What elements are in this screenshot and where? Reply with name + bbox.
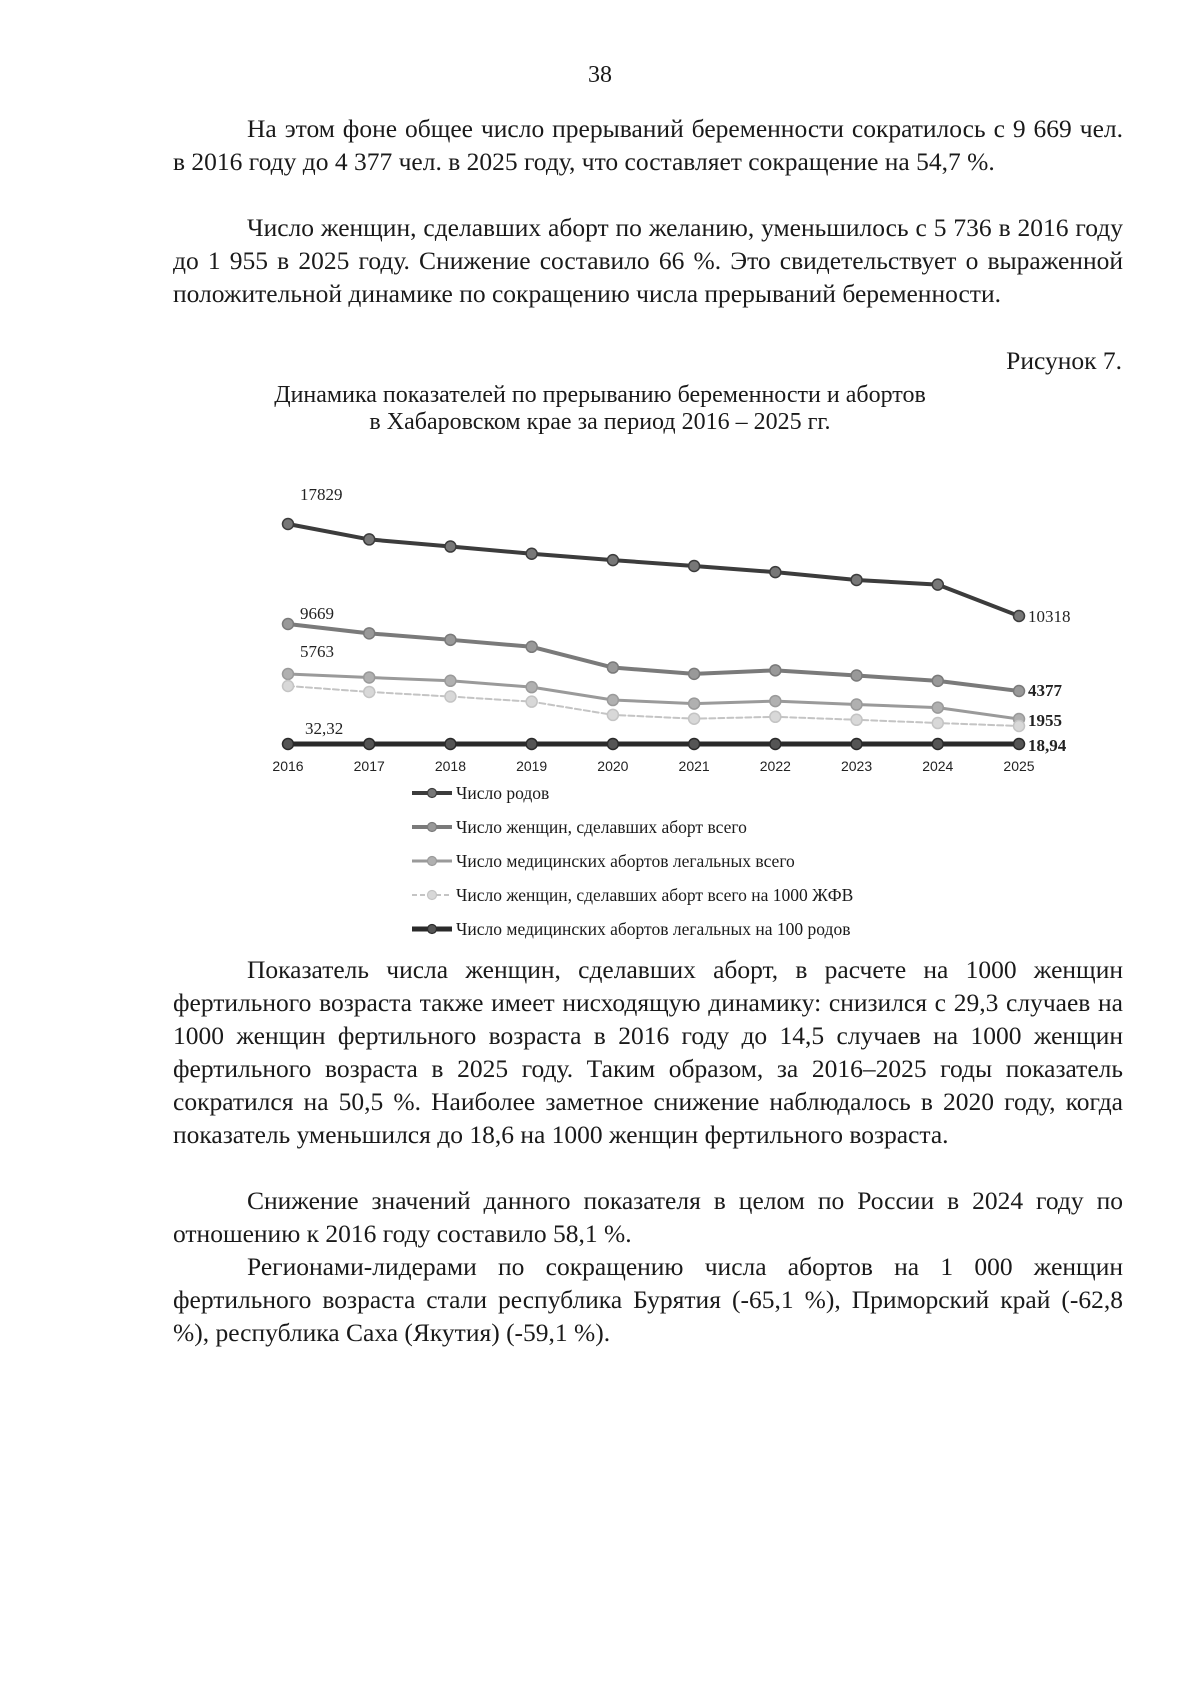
data-point bbox=[770, 711, 781, 722]
data-point bbox=[607, 555, 618, 566]
paragraph: На этом фоне общее число прерываний беременности сократилось с 9 669 чел. в 2016 году до 4 377 чел. в 2025 году, что составляет сокращение на 54,7 %. bbox=[173, 114, 1123, 176]
page-number: 38 bbox=[588, 62, 612, 88]
paragraph: Регионами-лидерами по сокращению числа абортов на 1 000 женщин фертильного возраста стали республика Бурятия (-65,1 %), Приморский край (-62,8 %), республика Саха (Якутия) (-59,1 %). bbox=[173, 1252, 1123, 1347]
x-tick-label: 2020 bbox=[597, 758, 629, 774]
legend-swatch-marker bbox=[428, 857, 437, 866]
x-tick-label: 2024 bbox=[922, 758, 954, 774]
data-label: 1955 bbox=[1028, 711, 1062, 730]
data-point bbox=[445, 691, 456, 702]
x-tick-label: 2016 bbox=[272, 758, 304, 774]
data-point bbox=[364, 672, 375, 683]
data-point bbox=[283, 681, 294, 692]
data-point bbox=[932, 579, 943, 590]
data-point bbox=[526, 641, 537, 652]
chart-series bbox=[283, 739, 1025, 750]
data-point bbox=[1014, 686, 1025, 697]
data-point bbox=[607, 662, 618, 673]
legend-label: Число родов bbox=[456, 782, 550, 803]
legend-swatch-marker bbox=[428, 789, 437, 798]
legend-label: Число медицинских абортов легальных всего bbox=[456, 850, 795, 871]
data-point bbox=[1014, 739, 1025, 750]
data-point bbox=[689, 561, 700, 572]
data-point bbox=[445, 739, 456, 750]
data-point bbox=[445, 675, 456, 686]
legend-item bbox=[410, 878, 853, 912]
legend-label: Число женщин, сделавших аборт всего bbox=[456, 816, 747, 837]
x-tick-label: 2019 bbox=[516, 758, 548, 774]
data-point bbox=[526, 739, 537, 750]
paragraph: Показатель числа женщин, сделавших аборт, в расчете на 1000 женщин фертильного возраста также имеет нисходящую динамику: снизился с 29,3 случаев на 1000 женщин фертильного возраста в 2016 году до 14,5 случаев на 1000 женщин фертильного возраста в 2025 году. Таким образом, за 2016–2025 годы показатель сократился на 50,5 %. Наиболее заметное снижение наблюдалось в 2020 году, когда показатель уменьшился до 18,6 на 1000 женщин фертильного возраста. bbox=[173, 955, 1123, 1149]
data-point bbox=[689, 739, 700, 750]
data-point bbox=[932, 718, 943, 729]
chart-series bbox=[283, 519, 1025, 622]
data-point bbox=[445, 634, 456, 645]
data-point bbox=[689, 668, 700, 679]
figure-label: Рисунок 7. bbox=[1006, 346, 1122, 375]
figure-title-line: Динамика показателей по прерыванию беременности и абортов bbox=[274, 382, 926, 408]
data-label: 10318 bbox=[1028, 607, 1071, 626]
data-point bbox=[770, 739, 781, 750]
chart-series bbox=[283, 669, 1025, 725]
data-point bbox=[1014, 721, 1025, 732]
legend-label: Число медицинских абортов легальных на 100 родов bbox=[456, 918, 851, 939]
data-label: 32,32 bbox=[305, 719, 344, 738]
data-point bbox=[1014, 611, 1025, 622]
data-point bbox=[364, 686, 375, 697]
data-point bbox=[526, 548, 537, 559]
data-point bbox=[607, 709, 618, 720]
data-point bbox=[770, 665, 781, 676]
data-point bbox=[607, 695, 618, 706]
legend-swatch-marker bbox=[428, 823, 437, 832]
legend-item bbox=[410, 810, 853, 844]
data-point bbox=[851, 739, 862, 750]
data-point bbox=[283, 669, 294, 680]
data-point bbox=[364, 534, 375, 545]
data-point bbox=[932, 675, 943, 686]
data-point bbox=[770, 696, 781, 707]
data-label: 9669 bbox=[300, 604, 334, 623]
legend-item bbox=[410, 912, 853, 946]
line-chart bbox=[0, 0, 1200, 780]
legend-swatch bbox=[410, 854, 454, 868]
data-point bbox=[364, 628, 375, 639]
data-point bbox=[932, 739, 943, 750]
x-tick-label: 2025 bbox=[1003, 758, 1035, 774]
legend-swatch bbox=[410, 888, 454, 902]
data-label: 17829 bbox=[300, 485, 343, 504]
data-point bbox=[445, 541, 456, 552]
chart-legend bbox=[410, 776, 853, 946]
data-point bbox=[932, 702, 943, 713]
data-point bbox=[851, 670, 862, 681]
x-tick-label: 2021 bbox=[678, 758, 710, 774]
data-point bbox=[689, 713, 700, 724]
data-label: 4377 bbox=[1028, 681, 1062, 700]
legend-swatch-marker bbox=[428, 925, 437, 934]
data-label: 18,94 bbox=[1028, 736, 1067, 755]
legend-swatch bbox=[410, 922, 454, 936]
x-tick-label: 2017 bbox=[353, 758, 385, 774]
figure-title-line: в Хабаровском крае за период 2016 – 2025 гг. bbox=[369, 409, 831, 435]
legend-item bbox=[410, 844, 853, 878]
legend-swatch-marker bbox=[428, 891, 437, 900]
data-point bbox=[364, 739, 375, 750]
data-label: 5763 bbox=[300, 642, 334, 661]
data-point bbox=[283, 519, 294, 530]
series-line bbox=[288, 624, 1019, 691]
x-tick-label: 2023 bbox=[840, 758, 873, 774]
data-point bbox=[770, 567, 781, 578]
chart-series bbox=[283, 619, 1025, 697]
data-point bbox=[689, 698, 700, 709]
x-tick-label: 2022 bbox=[759, 758, 791, 774]
data-point bbox=[526, 682, 537, 693]
data-point bbox=[526, 696, 537, 707]
data-point bbox=[851, 699, 862, 710]
paragraph: Снижение значений данного показателя в целом по России в 2024 году по отношению к 2016 году составило 58,1 %. bbox=[173, 1186, 1123, 1248]
data-point bbox=[283, 739, 294, 750]
data-point bbox=[851, 714, 862, 725]
data-point bbox=[851, 574, 862, 585]
legend-swatch bbox=[410, 820, 454, 834]
paragraph: Число женщин, сделавших аборт по желанию, уменьшилось с 5 736 в 2016 году до 1 955 в 2025 году. Снижение составило 66 %. Это свидетельствует о выраженной положительной динамике по сокращению числа прерываний беременности. bbox=[173, 213, 1123, 308]
data-point bbox=[283, 619, 294, 630]
x-tick-label: 2018 bbox=[434, 758, 467, 774]
legend-label: Число женщин, сделавших аборт всего на 1000 ЖФВ bbox=[456, 884, 854, 905]
legend-item bbox=[410, 776, 853, 810]
data-point bbox=[607, 739, 618, 750]
series-line bbox=[288, 524, 1019, 616]
legend-swatch bbox=[410, 786, 454, 800]
